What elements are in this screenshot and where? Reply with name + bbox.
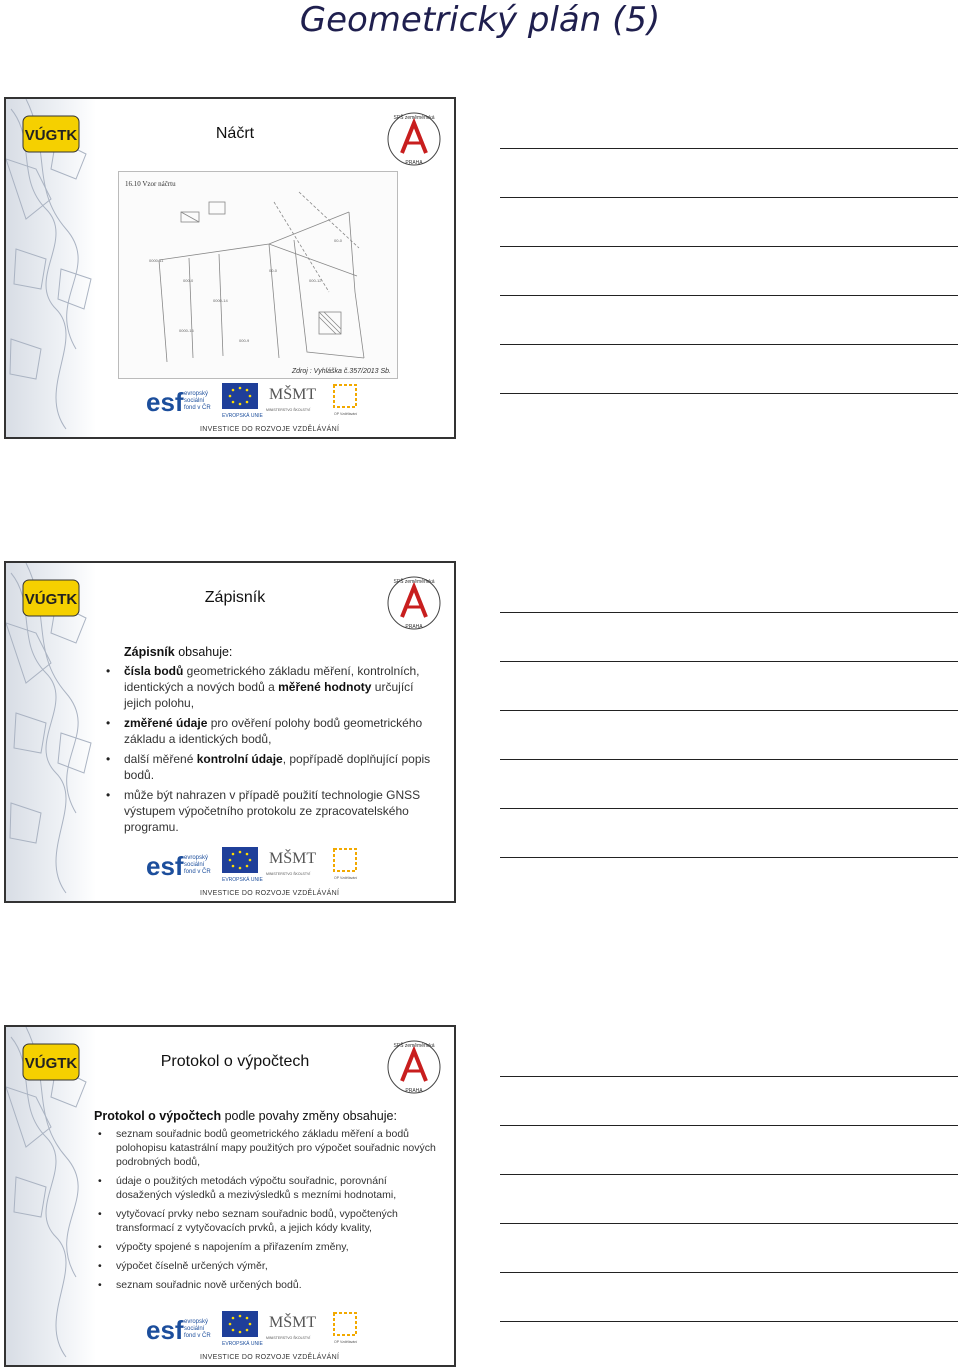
zapisnik-item: • další měřené kontrolní údaje, popřípadě doplňující popis bodů. [102, 751, 438, 783]
sketch-title: 16.10 Vzor náčrtu [125, 180, 176, 188]
slide-heading: Protokol o výpočtech [160, 1053, 310, 1070]
eu-logo-bar [144, 1309, 382, 1359]
investice-caption: INVESTICE DO ROZVOJE VZDĚLÁVÁNÍ [200, 1354, 340, 1361]
slide-zapisnik [4, 561, 456, 903]
svg-text:0000-14: 0000-14 [213, 298, 228, 303]
protokol-list [94, 1127, 438, 1292]
slide-nacrt [4, 97, 456, 439]
svg-text:SPŠ zeměměřická: SPŠ zeměměřická [393, 115, 435, 121]
note-line [500, 661, 958, 662]
slide-heading: Zápisník [204, 589, 266, 606]
svg-text:sociální: sociální [184, 398, 205, 404]
zapisnik-item: • změřené údaje pro ověření polohy bodů geometrického základu a identických bodů, [102, 715, 438, 747]
note-line [500, 710, 958, 711]
note-line [500, 1076, 958, 1077]
protokol-item: • výpočty spojené s napojením a přiřazením změny, [94, 1240, 438, 1254]
note-line [500, 1125, 958, 1126]
svg-text:000-0: 000-0 [183, 278, 194, 283]
svg-text:esf: esf [146, 1315, 184, 1345]
svg-text:00-0: 00-0 [334, 238, 343, 243]
note-line [500, 857, 958, 858]
protokol-item: • seznam souřadnic nově určených bodů. [94, 1278, 438, 1292]
svg-text:0000-11: 0000-11 [149, 258, 164, 263]
protokol-item: • vytyčovací prvky nebo seznam souřadnic bodů, vypočtených transformací z vytyčovacích prvků, a jejich kódy kvality, [94, 1207, 438, 1235]
slide-protokol [4, 1025, 456, 1367]
note-line [500, 1174, 958, 1175]
vugtk-logo [22, 115, 80, 158]
svg-text:OP Vzdělávání: OP Vzdělávání [334, 1340, 358, 1344]
svg-text:MŠMT: MŠMT [269, 386, 317, 403]
svg-text:fond v ČR: fond v ČR [184, 869, 211, 875]
note-line [500, 148, 958, 149]
svg-text:sociální: sociální [184, 862, 205, 868]
note-line [500, 1223, 958, 1224]
svg-text:0000-16: 0000-16 [179, 328, 194, 333]
svg-text:VÚGTK: VÚGTK [24, 591, 78, 608]
zapisnik-list [102, 663, 438, 835]
svg-text:esf: esf [146, 851, 184, 881]
svg-text:sociální: sociální [184, 1326, 205, 1332]
protokol-item: • údaje o použitých metodách výpočtu souřadnic, porovnání dosažených výsledků a mezivýsledků s mezními hodnotami, [94, 1174, 438, 1202]
vugtk-logo [22, 1043, 80, 1086]
note-line [500, 197, 958, 198]
svg-text:00-0: 00-0 [269, 268, 278, 273]
svg-text:PRAHA: PRAHA [405, 1088, 423, 1094]
svg-text:SPŠ zeměměřická: SPŠ zeměměřická [393, 579, 435, 585]
note-line [500, 246, 958, 247]
svg-text:esf: esf [146, 387, 184, 417]
svg-text:VÚGTK: VÚGTK [24, 1055, 78, 1072]
svg-text:EVROPSKÁ UNIE: EVROPSKÁ UNIE [222, 413, 263, 419]
svg-text:fond v ČR: fond v ČR [184, 405, 211, 411]
zapisnik-content [124, 645, 438, 839]
note-line [500, 1321, 958, 1322]
intro: Protokol o výpočtech podle povahy změny obsahuje: [94, 1109, 397, 1123]
svg-text:000-12: 000-12 [309, 278, 322, 283]
note-line [500, 295, 958, 296]
intro: Zápisník obsahuje: [124, 645, 233, 659]
vugtk-logo [22, 579, 80, 622]
note-line [500, 344, 958, 345]
investice-caption: INVESTICE DO ROZVOJE VZDĚLÁVÁNÍ [200, 426, 340, 433]
svg-text:OP Vzdělávání: OP Vzdělávání [334, 412, 358, 416]
svg-text:PRAHA: PRAHA [405, 624, 423, 630]
svg-text:OP Vzdělávání: OP Vzdělávání [334, 876, 358, 880]
svg-text:MINISTERSTVO ŠKOLSTVÍ: MINISTERSTVO ŠKOLSTVÍ [266, 872, 311, 876]
svg-text:fond v ČR: fond v ČR [184, 1333, 211, 1339]
protokol-content [94, 1109, 438, 1297]
zapisnik-item: • může být nahrazen v případě použití technologie GNSS výstupem výpočetního protokolu ze zpracovatelského programu. [102, 787, 438, 835]
svg-text:000-9: 000-9 [239, 338, 250, 343]
sps-logo [384, 1037, 444, 1102]
slide-heading: Náčrt [215, 125, 255, 142]
svg-text:evropský: evropský [184, 855, 209, 861]
svg-text:VÚGTK: VÚGTK [24, 127, 78, 144]
investice-caption: INVESTICE DO ROZVOJE VZDĚLÁVÁNÍ [200, 890, 340, 897]
svg-text:MŠMT: MŠMT [269, 850, 317, 867]
protokol-item: • výpočet číselně určených výměr, [94, 1259, 438, 1273]
note-line [500, 808, 958, 809]
svg-text:MŠMT: MŠMT [269, 1314, 317, 1331]
eu-logo-bar [144, 381, 382, 431]
sps-logo [384, 573, 444, 638]
note-line [500, 1272, 958, 1273]
eu-logo-bar [144, 845, 382, 895]
svg-text:EVROPSKÁ UNIE: EVROPSKÁ UNIE [222, 877, 263, 883]
page-title: Geometrický plán (5) [299, 0, 661, 40]
note-line [500, 612, 958, 613]
note-line [500, 759, 958, 760]
svg-text:evropský: evropský [184, 391, 209, 397]
svg-text:evropský: evropský [184, 1319, 209, 1325]
note-line [500, 393, 958, 394]
svg-text:PRAHA: PRAHA [405, 160, 423, 166]
source-caption: Zdroj : Vyhláška č.357/2013 Sb. [291, 368, 391, 375]
svg-text:MINISTERSTVO ŠKOLSTVÍ: MINISTERSTVO ŠKOLSTVÍ [266, 408, 311, 412]
sps-logo [384, 109, 444, 174]
zapisnik-item: • čísla bodů geometrického základu měření, kontrolních, identických a nových bodů a měřené hodnoty určující jejich polohu, [102, 663, 438, 711]
svg-text:MINISTERSTVO ŠKOLSTVÍ: MINISTERSTVO ŠKOLSTVÍ [266, 1336, 311, 1340]
svg-text:EVROPSKÁ UNIE: EVROPSKÁ UNIE [222, 1341, 263, 1347]
sketch-image [118, 171, 398, 379]
svg-text:SPŠ zeměměřická: SPŠ zeměměřická [393, 1043, 435, 1049]
protokol-item: • seznam souřadnic bodů geometrického základu měření a bodů polohopisu katastrální mapy použitých pro výpočet souřadnic nových podrobných bodů, [94, 1127, 438, 1169]
